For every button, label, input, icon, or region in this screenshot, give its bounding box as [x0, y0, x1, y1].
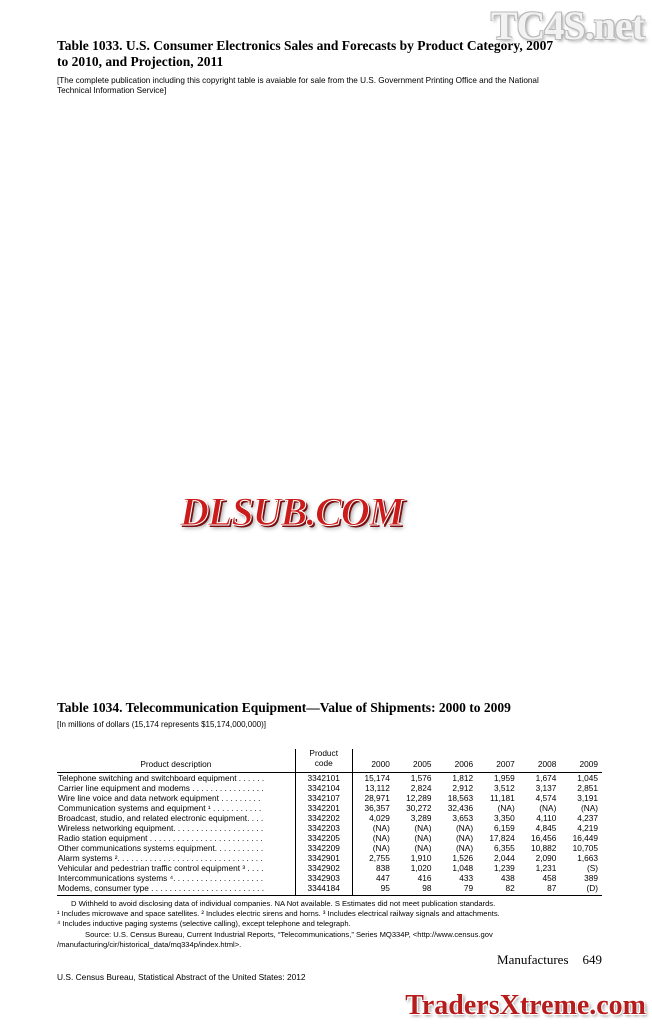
row-description: Carrier line equipment and modems . . . . . . . . . . . . . . . .	[58, 782, 264, 793]
row-value-2007: 1,239	[493, 862, 515, 873]
header-product-code	[295, 749, 352, 772]
row-code: 3342902	[295, 863, 352, 873]
row-code: 3342201	[295, 803, 352, 813]
row-value-2000: 15,174	[364, 772, 390, 783]
table-1034-block	[57, 700, 602, 950]
row-value-2007: (NA)	[497, 802, 515, 813]
table-row	[57, 853, 602, 863]
row-value-2000: (NA)	[372, 832, 390, 843]
row-value-2008: (NA)	[539, 802, 557, 813]
row-value-2005: 1,910	[410, 852, 432, 863]
row-value-2008: 2,090	[535, 852, 557, 863]
row-value-2007: 17,824	[489, 832, 515, 843]
table-row	[57, 772, 602, 783]
row-description: Broadcast, studio, and related electronic equipment. . . .	[58, 812, 264, 823]
watermark-tradersxtreme: TradersXtreme.com	[405, 990, 646, 1021]
table-bottom-rule	[57, 895, 602, 896]
row-description: Wire line voice and data network equipment . . . . . . . . .	[58, 792, 261, 803]
table-row	[57, 873, 602, 883]
table-1033-title: Table 1033. U.S. Consumer Electronics Sales and Forecasts by Product Category, 2007 to 2010, and Projection, 2011	[57, 38, 554, 70]
row-value-2008: 458	[542, 872, 557, 883]
spacer-y3	[435, 732, 477, 749]
row-value-2005: 98	[422, 882, 432, 893]
row-value-2008: 10,882	[530, 842, 557, 853]
row-value-2005: 30,272	[406, 802, 432, 813]
table-1034-title: Table 1034. Telecommunication Equipment—Value of Shipments: 2000 to 2009	[57, 700, 511, 715]
row-value-2007: 2,044	[493, 852, 515, 863]
row-code: 3342203	[295, 823, 352, 833]
page-footer-citation: U.S. Census Bureau, Statistical Abstract of the United States: 2012	[57, 972, 306, 982]
row-code: 3342901	[295, 853, 352, 863]
row-value-2007: 3,512	[493, 782, 515, 793]
row-value-2006: 79	[463, 882, 474, 893]
row-value-2000: 13,112	[365, 782, 390, 793]
row-value-2006: (NA)	[456, 842, 474, 853]
row-value-2000: 4,029	[369, 812, 390, 823]
table-row	[57, 803, 602, 813]
page-footer-right	[497, 952, 602, 968]
row-value-2006: (NA)	[456, 832, 474, 843]
row-value-2000: 95	[380, 882, 390, 893]
header-product-code-line2: code	[314, 758, 333, 768]
row-code: 3342104	[295, 783, 352, 793]
row-description: Communication systems and equipment ¹ . . . . . . . . . . .	[58, 802, 262, 813]
spacer-y2	[394, 732, 436, 749]
table-row	[57, 843, 602, 853]
header-product-description: Product description	[57, 749, 295, 772]
row-value-2005: 2,824	[410, 782, 432, 793]
row-description: Telephone switching and switchboard equipment . . . . . .	[58, 772, 265, 783]
header-product-code-line1: Product	[309, 748, 338, 759]
row-value-2009: 1,663	[577, 852, 598, 863]
spacer-y4	[477, 732, 519, 749]
row-description: Alarm systems ². . . . . . . . . . . . . . . . . . . . . . . . . . . . . . . .	[58, 852, 263, 863]
row-code: 3342205	[295, 833, 352, 843]
row-description: Vehicular and pedestrian traffic control equipment ³ . . . .	[58, 862, 264, 873]
row-value-2008: 1,231	[535, 862, 557, 873]
spacer-y5	[519, 732, 561, 749]
table-head-spacer-row	[57, 732, 602, 749]
table-row	[57, 883, 602, 895]
footnote-symbols: D Withheld to avoid disclosing data of individual companies. NA Not available. S Estimates did not meet publication standards.	[71, 898, 496, 908]
row-value-2009: 16,449	[572, 832, 598, 843]
row-value-2009: 4,219	[577, 822, 598, 833]
table-1034-unit-note: [In millions of dollars (15,174 represents $15,174,000,000)]	[57, 720, 267, 730]
table-body	[57, 772, 602, 895]
header-year-2008: 2008	[519, 749, 561, 772]
table-1033-block	[57, 38, 563, 105]
row-value-2000: (NA)	[372, 822, 390, 833]
row-value-2006: 3,653	[452, 812, 474, 823]
row-value-2006: 1,526	[452, 852, 474, 863]
row-value-2005: 1,020	[410, 862, 432, 873]
header-year-2005: 2005	[394, 749, 436, 772]
row-value-2009: 2,851	[577, 782, 598, 793]
table-row	[57, 833, 602, 843]
row-value-2005: (NA)	[414, 842, 432, 853]
row-value-2005: (NA)	[414, 832, 432, 843]
row-value-2009: 3,191	[577, 792, 598, 803]
row-value-2008: 4,574	[535, 792, 557, 803]
row-value-2009: 1,045	[577, 772, 598, 783]
watermark-tc4s: TC4S.net	[490, 3, 644, 48]
row-value-2009: 10,705	[572, 842, 598, 853]
header-year-2007: 2007	[477, 749, 519, 772]
row-value-2008: 1,674	[535, 772, 557, 783]
row-description: Intercommunications systems ⁴. . . . . . . . . . . . . . . . . . . .	[58, 872, 264, 883]
row-description: Other communications systems equipment. . . . . . . . . . .	[58, 842, 264, 853]
row-value-2008: 4,110	[536, 812, 557, 823]
row-value-2000: (NA)	[372, 842, 390, 853]
row-value-2008: 87	[547, 882, 557, 893]
row-value-2000: 28,971	[364, 792, 390, 803]
row-code: 3342209	[295, 843, 352, 853]
row-value-2006: 1,048	[452, 862, 474, 873]
source-line-1: Source: U.S. Census Bureau, Current Industrial Reports, “Telecommunications,” Series MQ334P, <http://www.census.gov	[85, 929, 493, 939]
footnote-1-3: ¹ Includes microwave and space satellites. ² Includes electric sirens and horns. ³ Includes electrical railway signals and attachments.	[57, 908, 500, 918]
row-value-2006: 32,436	[447, 802, 474, 813]
row-value-2007: 3,350	[493, 812, 515, 823]
row-value-2009: (D)	[586, 882, 598, 893]
header-year-2006: 2006	[435, 749, 477, 772]
table-row	[57, 863, 602, 873]
table-source	[57, 930, 602, 950]
watermark-dlsub: DLSUB.COM	[180, 489, 404, 534]
row-value-2008: 3,137	[535, 782, 557, 793]
row-value-2007: 438	[500, 872, 515, 883]
source-line-2: /manufacturing/cir/historical_data/mq334p/index.html>.	[57, 939, 242, 949]
row-value-2008: 16,456	[530, 832, 557, 843]
row-value-2000: 447	[376, 872, 390, 883]
row-value-2007: 82	[505, 882, 515, 893]
row-value-2009: 389	[584, 872, 598, 883]
table-header-row	[57, 749, 602, 772]
spacer-code	[295, 732, 352, 749]
table-row	[57, 793, 602, 803]
row-value-2006: 2,912	[452, 782, 474, 793]
row-code: 3342107	[295, 793, 352, 803]
table-row	[57, 823, 602, 833]
header-year-2000: 2000	[352, 749, 394, 772]
table-footnotes	[57, 899, 602, 929]
row-code: 3342903	[295, 873, 352, 883]
row-value-2006: 1,812	[452, 772, 474, 783]
row-code: 3344184	[295, 883, 352, 895]
row-value-2005: 1,576	[410, 772, 432, 783]
row-description: Wireless networking equipment. . . . . . . . . . . . . . . . . . . .	[58, 822, 264, 833]
spacer-desc	[57, 732, 295, 749]
footer-section-label: Manufactures	[497, 952, 569, 967]
spacer-y6	[560, 732, 602, 749]
row-value-2006: 18,563	[447, 792, 474, 803]
row-description: Modems, consumer type . . . . . . . . . . . . . . . . . . . . . . . . .	[58, 882, 265, 893]
row-value-2007: 6,355	[493, 842, 515, 853]
telecom-equipment-table	[57, 732, 602, 894]
row-value-2000: 2,755	[369, 852, 390, 863]
row-value-2006: (NA)	[456, 822, 474, 833]
footer-page-number: 649	[582, 952, 602, 967]
row-value-2009: (S)	[586, 862, 598, 873]
header-year-2009: 2009	[560, 749, 602, 772]
row-value-2000: 838	[376, 862, 390, 873]
row-value-2000: 36,357	[364, 802, 390, 813]
spacer-y1	[352, 732, 394, 749]
table-head	[57, 732, 602, 772]
row-code: 3342202	[295, 813, 352, 823]
footnote-4: ⁴ Includes inductive paging systems (selective calling), except telephone and telegraph.	[57, 918, 351, 928]
row-value-2006: 433	[459, 872, 474, 883]
row-value-2005: 12,289	[406, 792, 432, 803]
row-value-2005: 3,289	[410, 812, 432, 823]
row-value-2005: (NA)	[414, 822, 432, 833]
table-row	[57, 783, 602, 793]
row-code: 3342101	[295, 772, 352, 783]
table-row	[57, 813, 602, 823]
row-value-2007: 1,959	[493, 772, 515, 783]
row-description: Radio station equipment . . . . . . . . . . . . . . . . . . . . . . . . .	[58, 832, 263, 843]
row-value-2009: (NA)	[580, 802, 598, 813]
row-value-2009: 4,237	[577, 812, 598, 823]
table-1033-note: [The complete publication including this copyright table is avaiable for sale from the U.S. Government Printing Office and the National Technical Information Service]	[57, 75, 539, 96]
row-value-2007: 11,181	[489, 792, 515, 803]
row-value-2008: 4,845	[535, 822, 557, 833]
row-value-2005: 416	[417, 872, 432, 883]
row-value-2007: 6,159	[493, 822, 515, 833]
